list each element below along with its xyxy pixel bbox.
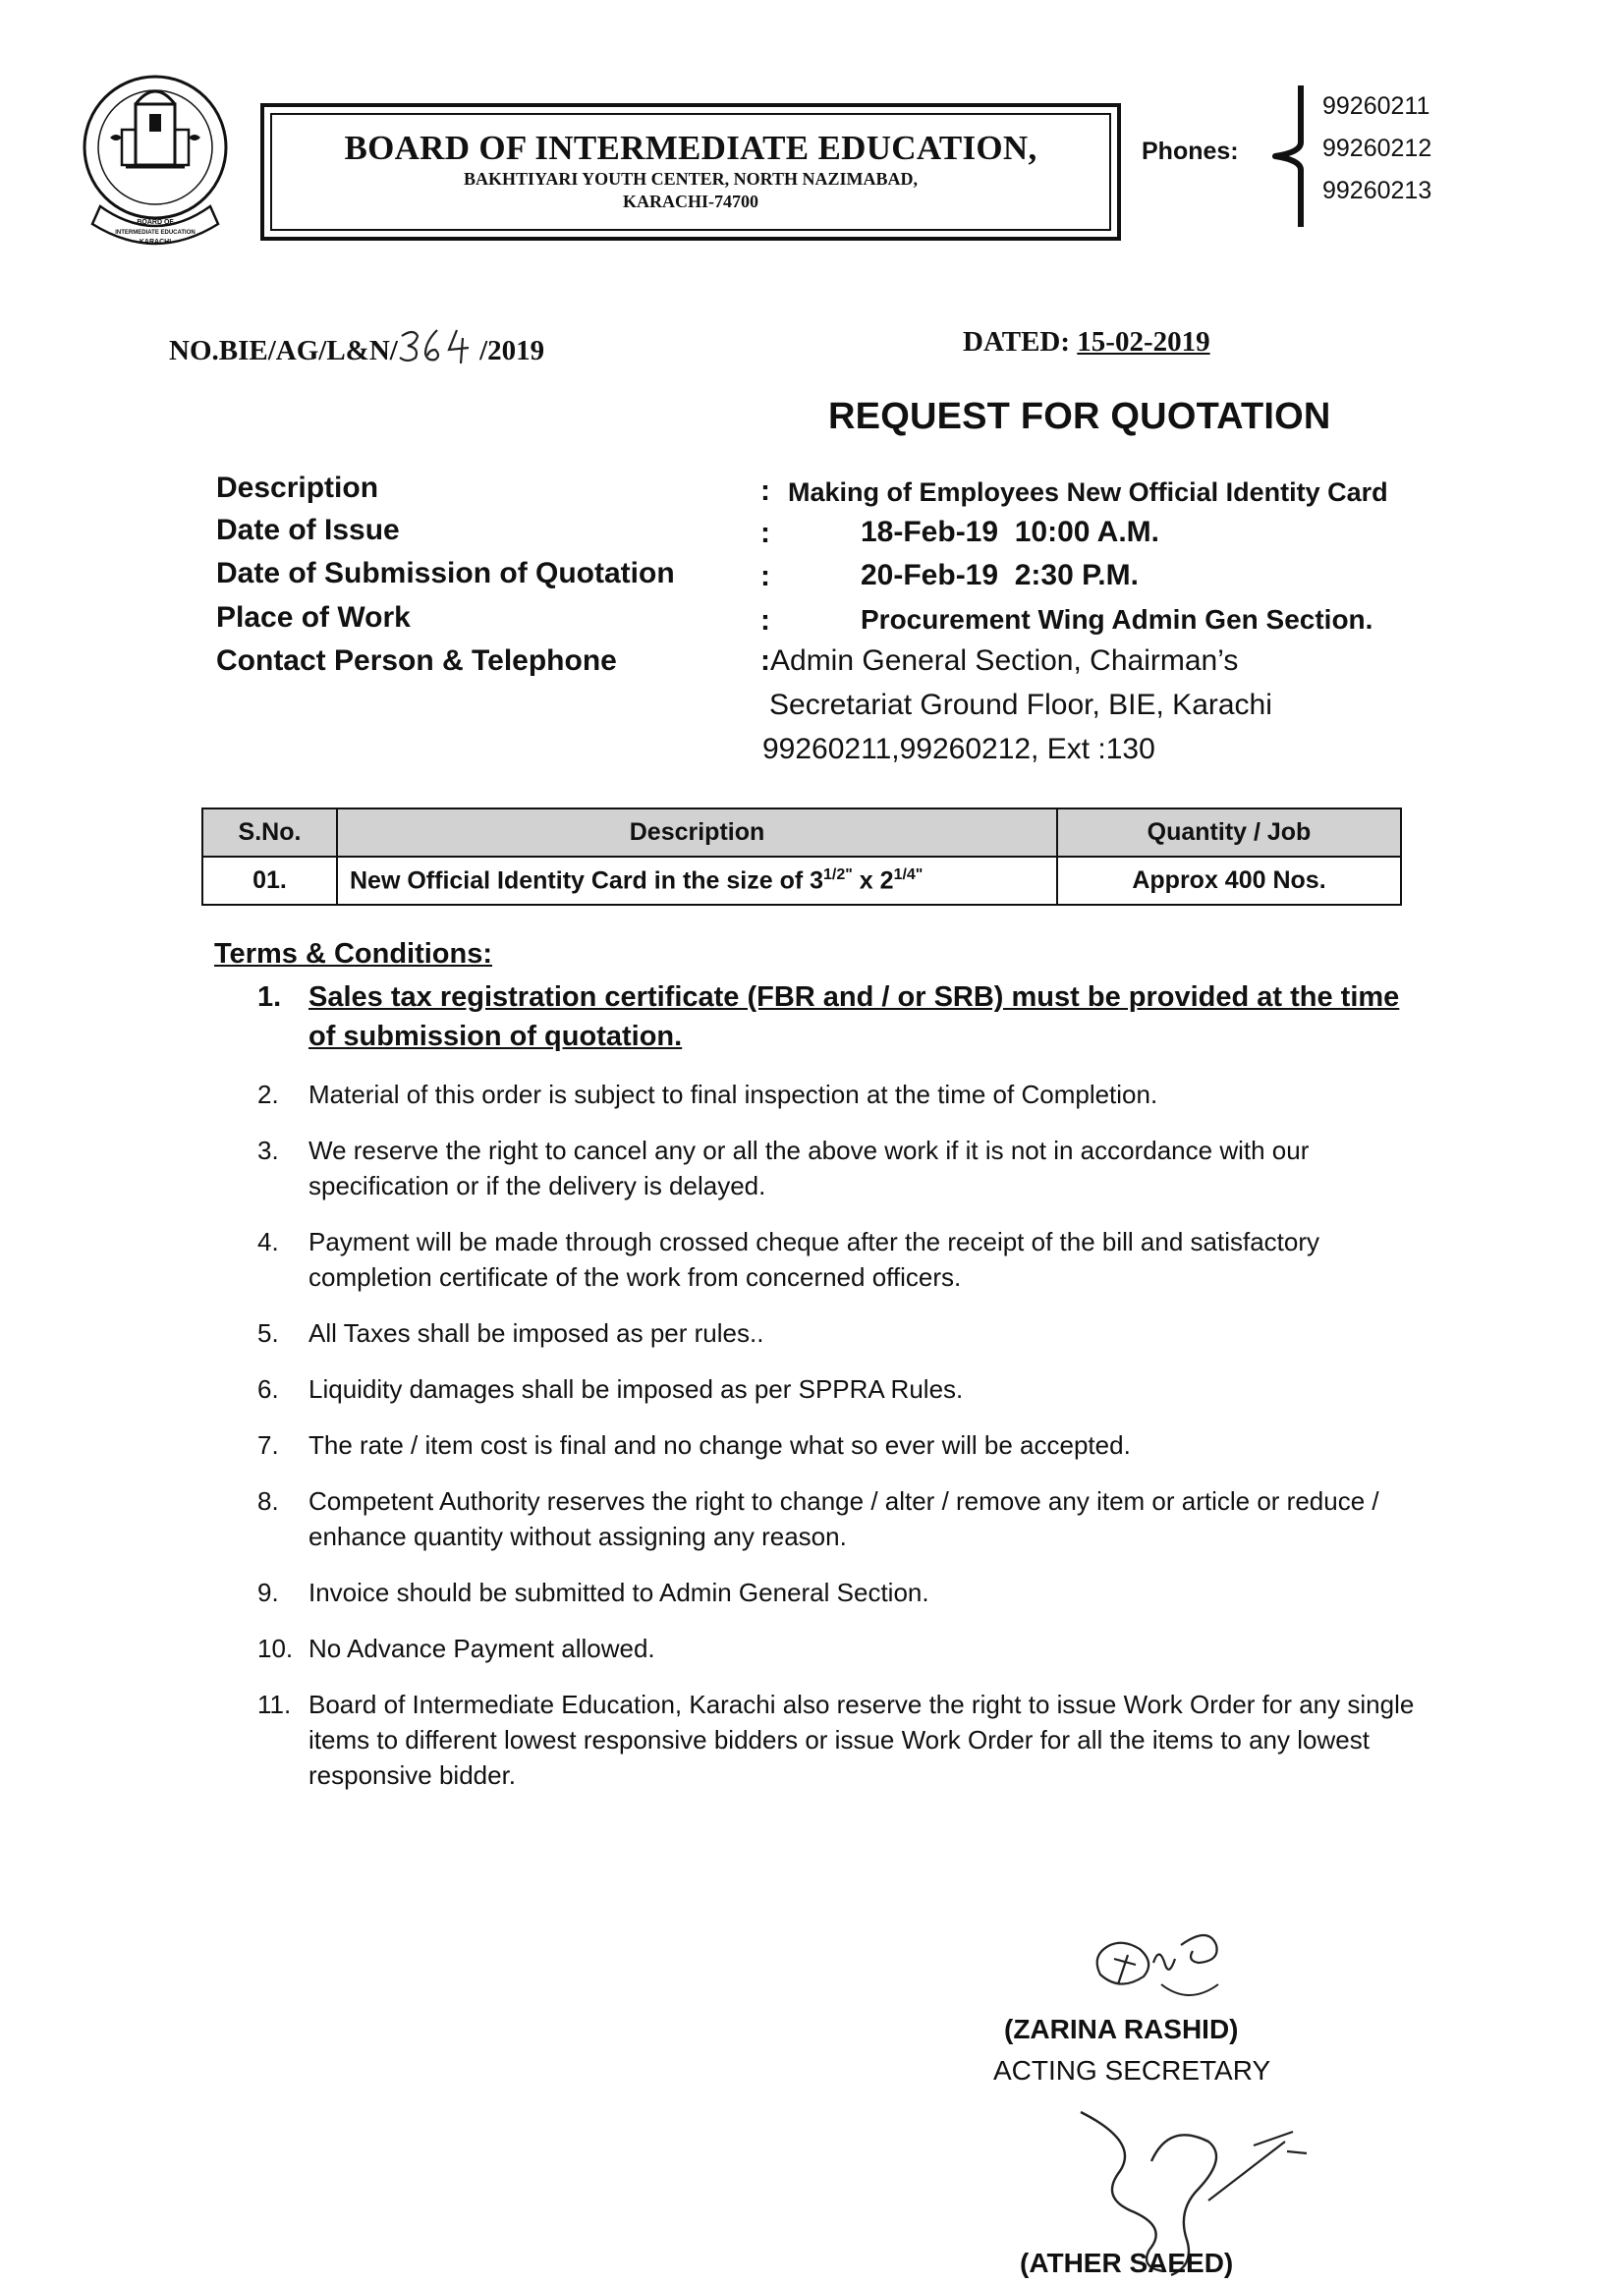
- column-header-description: Description: [337, 808, 1057, 857]
- detail-colon: :: [760, 604, 770, 637]
- list-item: 10. No Advance Payment allowed.: [257, 1634, 655, 1663]
- detail-label-place-of-work: Place of Work: [216, 601, 411, 634]
- detail-value-contact-line-3: 99260211,99260212, Ext :130: [762, 733, 1155, 765]
- detail-label-description: Description: [216, 472, 379, 504]
- detail-value-description: Making of Employees New Official Identity Card: [788, 477, 1388, 507]
- cell-sno: 01.: [202, 857, 337, 905]
- detail-value-place-of-work: Procurement Wing Admin Gen Section.: [861, 604, 1373, 635]
- detail-value-contact-line-2: Secretariat Ground Floor, BIE, Karachi: [769, 689, 1272, 721]
- phones-label: Phones:: [1142, 138, 1239, 165]
- detail-colon: :: [760, 517, 770, 549]
- list-item: 2. Material of this order is subject to final inspection at the time of Completion.: [257, 1080, 1158, 1109]
- list-item: 9. Invoice should be submitted to Admin General Section.: [257, 1578, 929, 1607]
- list-item: 8. Competent Authority reserves the right to change / alter / remove any item or article or reduce / enhance quantity without assigning any reason.: [257, 1486, 1379, 1551]
- handwritten-reference-number: [398, 326, 473, 365]
- title-box: [270, 113, 1111, 231]
- phone-number-2: 99260212: [1322, 135, 1432, 162]
- list-item: 6. Liquidity damages shall be imposed as per SPPRA Rules.: [257, 1374, 964, 1404]
- dated-line: [963, 326, 1210, 359]
- detail-colon: :: [760, 560, 770, 592]
- quotation-table: [201, 808, 1402, 906]
- list-item: 1. Sales tax registration certificate (FBR and / or SRB) must be provided at the time of submission of quotation.: [257, 981, 1400, 1052]
- reference-prefix: NO.BIE/AG/L&N/: [169, 335, 398, 366]
- detail-colon: :: [760, 474, 770, 507]
- detail-value-date-of-submission: 20-Feb-19 2:30 P.M.: [861, 559, 1139, 591]
- list-item: 5. All Taxes shall be imposed as per rules..: [257, 1318, 764, 1348]
- list-item: 4. Payment will be made through crossed cheque after the receipt of the bill and satisfactory completion certificate of the work from concerned officers.: [257, 1227, 1320, 1292]
- signatory-title: ACTING SECRETARY: [993, 2055, 1271, 2086]
- list-item: 7. The rate / item cost is final and no change what so ever will be accepted.: [257, 1430, 1131, 1460]
- dated-label: DATED:: [963, 326, 1078, 358]
- seal-text-1: BOARD OF: [137, 219, 174, 226]
- cell-description: New Official Identity Card in the size of $3^{1/2"}$ x $2^{1/4"}$: [337, 857, 1057, 905]
- signatory-2-name: (ATHER SAEED): [1020, 2248, 1234, 2278]
- terms-heading: Terms & Conditions:: [214, 938, 493, 970]
- board-seal-logo: [71, 69, 240, 265]
- address-line-2: KARACHI-74700: [623, 192, 758, 211]
- seal-text-3: KARACHI: [139, 239, 172, 246]
- detail-value-contact-line-1: :Admin General Section, Chairman’s: [760, 644, 1239, 677]
- cell-quantity: Approx 400 Nos.: [1057, 857, 1401, 905]
- detail-label-contact-person: Contact Person & Telephone: [216, 644, 617, 677]
- terms-list: [257, 977, 1417, 1813]
- phone-number-1: 99260211: [1322, 92, 1430, 120]
- dated-value: 15-02-2019: [1077, 326, 1210, 358]
- detail-value-date-of-issue: 18-Feb-19 10:00 A.M.: [861, 516, 1159, 548]
- table-header-row: [202, 808, 1401, 857]
- signature-zarina-rashid: [1071, 1916, 1248, 2024]
- reference-number: [169, 326, 544, 367]
- table-row: [202, 857, 1401, 905]
- column-header-sno: S.No.: [202, 808, 337, 857]
- address-line-1: BAKHTIYARI YOUTH CENTER, NORTH NAZIMABAD,: [463, 169, 919, 189]
- column-header-quantity: Quantity / Job: [1057, 808, 1401, 857]
- list-item: 11. Board of Intermediate Education, Karachi also reserve the right to issue Work Order for any single items to different lowest responsive bidders or issue Work Order for all the items to any lowest responsive bidder.: [257, 1690, 1415, 1790]
- signatory-name: (ZARINA RASHID): [1004, 2014, 1239, 2044]
- organization-name: BOARD OF INTERMEDIATE EDUCATION,: [344, 129, 1037, 167]
- document-title: REQUEST FOR QUOTATION: [828, 396, 1331, 437]
- phone-number-3: 99260213: [1322, 177, 1432, 204]
- brace-icon: [1267, 84, 1307, 229]
- detail-label-date-of-issue: Date of Issue: [216, 514, 400, 546]
- seal-text-2: INTERMEDIATE EDUCATION: [115, 230, 196, 236]
- reference-suffix: /2019: [472, 335, 545, 366]
- detail-label-date-of-submission: Date of Submission of Quotation: [216, 557, 675, 589]
- list-item: 3. We reserve the right to cancel any or all the above work if it is not in accordance with our specification or if the delivery is delayed.: [257, 1136, 1310, 1200]
